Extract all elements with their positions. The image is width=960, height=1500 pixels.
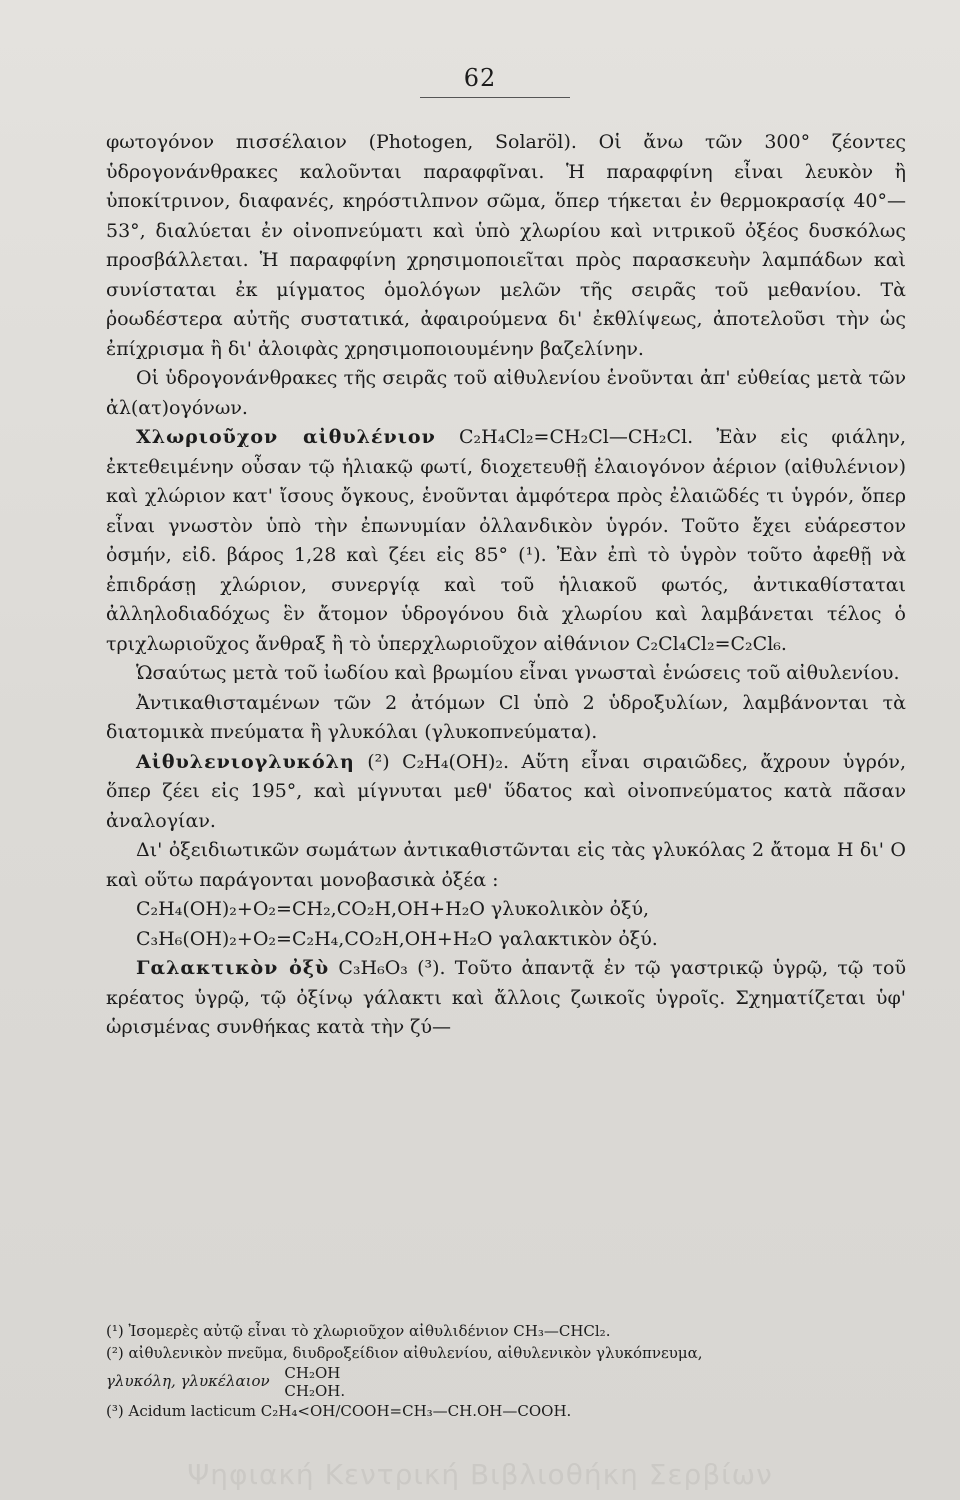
footnote-2-label: γλυκόλη, γλυκέλαιον: [106, 1372, 270, 1390]
footnotes: [106, 1320, 906, 1422]
paragraph-6: [106, 748, 906, 837]
heading-chloroethylene: Χλωριοῦχον αἰθυλένιον: [136, 426, 436, 448]
paragraph-7: Δι' ὀξειδιωτικῶν σωμάτων ἀντικαθιστῶνται εἰς τὰς γλυκόλας 2 ἄτομα Η δι' Ο καὶ οὕτω παράγονται μονοβασικὰ ὀξέα :: [106, 839, 906, 891]
paragraph-4: Ὡσαύτως μετὰ τοῦ ἰωδίου καὶ βρωμίου εἶναι γνωσταὶ ἑνώσεις τοῦ αἰθυλενίου.: [136, 662, 900, 684]
glycol-structure: [284, 1364, 345, 1400]
paragraph-3: [106, 423, 906, 659]
library-watermark: Ψηφιακή Κεντρική Βιβλιοθήκη Σερβίων: [187, 1458, 773, 1491]
paragraph-8: [106, 954, 906, 1043]
heading-glycol: Αἰθυλενιογλυκόλη: [136, 750, 355, 773]
page-number: 62: [463, 64, 497, 92]
paragraph-6-text: (²) C₂H₄(OH)₂. Αὕτη εἶναι σιραιῶδες, ἄχρουν ὑγρόν, ὅπερ ζέει εἰς 195°, καὶ μίγνυται μεθ' ὕδατος καὶ οἰνοπνεύματος κατὰ πᾶσαν ἀναλογίαν.: [106, 750, 907, 832]
glycol-structure-top: CH₂OH: [284, 1364, 341, 1382]
footnote-2: (²) αἰθυλενικὸν πνεῦμα, διυδροξείδιον αἰθυλενίου, αἰθυλενικὸν γλυκόπνευμα,: [106, 1344, 703, 1362]
heading-lactic-acid: Γαλακτικὸν ὀξὺ: [136, 957, 330, 979]
paragraph-3-text: Ἐὰν εἰς φιάλην, ἐκτεθειμένην οὖσαν τῷ ἡλιακῷ φωτί, διοχετευθῇ ἐλαιογόνον ἀέριον (αἰθυλένιον) καὶ χλώριον κατ' ἴσους ὄγκους, ἑνοῦνται ἀμφότερα πρὸς ἐλαιῶδές τι ὑγρόν, ὅπερ εἶναι γνωστὸν ὑπὸ τὴν ἐπωνυμίαν ὀλλανδικὸν ὑγρόν. Τοῦτο ἔχει εὐάρεστον ὀσμήν, εἰδ. βάρος 1,28 καὶ ζέει εἰς 85° (¹). Ἐὰν ἐπὶ τὸ ὑγρὸν τοῦτο ἀφεθῇ νὰ ἐπιδράσῃ χλώριον, συνεργίᾳ καὶ τοῦ ἡλιακοῦ φωτός, ἀντικαθίσταται ἀλληλοδιαδόχως ἓν ἄτομον ὑδρογόνου διὰ χλωρίου καὶ λαμβάνεται τέλος ὁ τριχλωριοῦχος ἄνθραξ ἢ τὸ ὑπερχλωριοῦχον αἰθάνιον C₂Cl₄Cl₂=C₂Cl₆.: [106, 426, 906, 655]
header-rule: [420, 97, 570, 98]
paragraph-2: Οἱ ὑδρογονάνθρακες τῆς σειρᾶς τοῦ αἰθυλενίου ἑνοῦνται ἀπ' εὐθείας μετὰ τῶν ἀλ(ατ)ογόνων.: [106, 367, 906, 419]
paragraph-5: Ἀντικαθισταμένων τῶν 2 ἀτόμων Cl ὑπὸ 2 ὑδροξυλίων, λαμβάνονται τὰ διατομικὰ πνεύματα ἢ γλυκόλαι (γλυκοπνεύματα).: [106, 691, 906, 743]
equation-1: C₂H₄(OH)₂+O₂=CH₂,CO₂H,OH+H₂O γλυκολικὸν ὀξύ,: [136, 898, 650, 920]
paragraph-8-text: C₃H₆O₃ (³). Τοῦτο ἀπαντᾷ ἐν τῷ γαστρικῷ ὑγρῷ, τῷ τοῦ κρέατος ὑγρῷ, τῷ ὀξίνῳ γάλακτι καὶ ἄλλοις ζωικοῖς ὑγροῖς. Σχηματίζεται ὑφ' ὡρισμένας συνθήκας κατὰ τὴν ζύ—: [106, 957, 907, 1038]
footnote-1: (¹) Ἰσομερὲς αὐτῷ εἶναι τὸ χλωριοῦχον αἰθυλιδένιον CH₃—CHCl₂.: [106, 1322, 611, 1340]
formula-chloroethylene: C₂H₄Cl₂=CH₂Cl—CH₂Cl.: [458, 426, 694, 448]
footnote-2-structure: [106, 1364, 906, 1400]
paragraph-1: φωτογόνον πισσέλαιον (Photogen, Solaröl). Οἱ ἄνω τῶν 300° ζέοντες ὑδρογονάνθρακες καλοῦνται παραφφῖναι. Ἡ παραφφίνη εἶναι λευκὸν ἢ ὑποκίτρινον, διαφανές, κηρόστιλπνον σῶμα, ὅπερ τήκεται ἐν θερμοκρασίᾳ 40°—53°, διαλύεται ἐν οἰνοπνεύματι καὶ ὑπὸ χλωρίου καὶ νιτρικοῦ ὀξέος δυσκόλως προσβάλλεται. Ἡ παραφφίνη χρησιμοποιεῖται πρὸς παρασκευὴν λαμπάδων καὶ συνίσταται ἐκ μίγματος ὁμολόγων μελῶν τῆς σειρᾶς τοῦ μεθανίου. Τὰ ῥοωδέστερα αὐτῆς συστατικά, ἀφαιρούμενα δι' ἐκθλίψεως, ἀποτελοῦσι τὴν ὡς ἐπίχρισμα ἢ δι' ἀλοιφὰς χρησιμοποιουμένην βαζελίνην.: [106, 131, 906, 360]
body-text: [106, 128, 906, 1043]
equation-2: C₃H₆(OH)₂+O₂=C₂H₄,CO₂H,OH+H₂O γαλακτικὸν ὀξύ.: [136, 927, 658, 950]
glycol-structure-bottom: CH₂OH.: [284, 1382, 346, 1400]
footnote-3: (³) Acidum lacticum C₂H₄<OH/COOH=CH₃—CH.OH—COOH.: [106, 1402, 572, 1420]
